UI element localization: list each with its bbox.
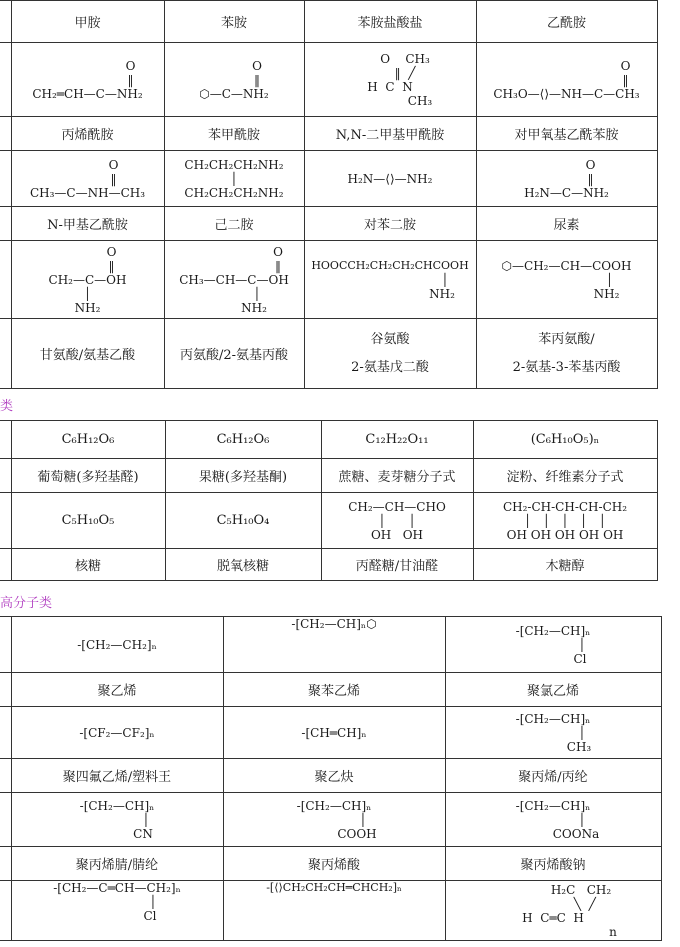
row-stub: [0, 759, 11, 793]
table-row: [0, 319, 657, 389]
formula-polymer-ring: -[⟨⟩CH₂CH₂CH═CHCH₂]ₙ: [223, 881, 445, 941]
cell-name: N,N-二甲基甲酰胺: [304, 117, 476, 151]
row-stub: [0, 549, 11, 581]
formula-polyacrylic-acid: -[CH₂—CH]ₙ │ COOH: [223, 793, 445, 847]
table-amines-amides: [0, 0, 658, 389]
cell-name: 聚丙烯/丙纶: [445, 759, 661, 793]
cell-name: 苯胺盐酸盐: [304, 1, 476, 43]
cell-name: 蔗糖、麦芽糖分子式: [321, 459, 473, 493]
cell-name: 果糖(多羟基酮): [165, 459, 321, 493]
row-stub: [0, 459, 11, 493]
formula-hexanediamine: CH₂CH₂CH₂NH₂ │ CH₂CH₂CH₂NH₂: [164, 151, 304, 207]
cell-name: 聚四氟乙烯/塑料王: [11, 759, 223, 793]
cell-name: 丙氨酸/2-氨基丙酸: [164, 319, 304, 389]
formula-phenylalanine: ⬡—CH₂—CH—COOH │ NH₂: [476, 241, 657, 319]
formula-polypropylene: -[CH₂—CH]ₙ │ CH₃: [445, 707, 661, 759]
cell-name: 丙烯酰胺: [11, 117, 164, 151]
section-title-polymers: 高分子类: [0, 596, 53, 611]
cell-name: 苯胺: [164, 1, 304, 43]
cell-name: 聚乙炔: [223, 759, 445, 793]
cell-name: 甘氨酸/氨基乙酸: [11, 319, 164, 389]
formula-polychloroprene: -[CH₂—C═CH—CH₂]ₙ │ Cl: [11, 881, 223, 941]
row-stub: [0, 43, 11, 117]
cell-name: 苯甲酰胺: [164, 117, 304, 151]
row-stub: [0, 319, 11, 389]
formula-urea: O ‖ H₂N—C—NH₂: [476, 151, 657, 207]
cell-name: 聚丙烯酸: [223, 847, 445, 881]
row-stub: [0, 421, 11, 459]
formula-pvc: -[CH₂—CH]ₙ │ Cl: [445, 617, 661, 673]
cell-name: 聚丙烯腈/腈纶: [11, 847, 223, 881]
table-row: [0, 241, 657, 319]
cell-name: 尿素: [476, 207, 657, 241]
table-row: [0, 1, 657, 43]
cell-name: 聚苯乙烯: [223, 673, 445, 707]
row-stub: [0, 241, 11, 319]
table-row: [0, 673, 661, 707]
table-row: [0, 459, 657, 493]
table-row: [0, 881, 661, 941]
row-stub: [0, 1, 11, 43]
row-stub: [0, 617, 11, 673]
row-stub: [0, 493, 11, 549]
formula-ptfe: -[CF₂—CF₂]ₙ: [11, 707, 223, 759]
formula-polystyrene: -[CH₂—CH]ₙ⬡: [223, 617, 445, 673]
table-row: [0, 793, 661, 847]
row-stub: [0, 207, 11, 241]
formula-polyacetylene: -[CH═CH]ₙ: [223, 707, 445, 759]
formula-methacetin: O ‖ CH₃O—⟨⟩—NH—C—CH₃: [476, 43, 657, 117]
formula-p-phenylenediamine: H₂N—⟨⟩—NH₂: [304, 151, 476, 207]
row-stub: [0, 117, 11, 151]
cell-formula: C₆H₁₂O₆: [11, 421, 165, 459]
row-stub: [0, 673, 11, 707]
formula-alanine: O ‖ CH₃—CH—C—OH │ NH₂: [164, 241, 304, 319]
cell-formula: (C₆H₁₀O₅)ₙ: [473, 421, 657, 459]
table-row: [0, 549, 657, 581]
formula-sodium-polyacrylate: -[CH₂—CH]ₙ │ COONa: [445, 793, 661, 847]
cell-name: 聚氯乙烯: [445, 673, 661, 707]
cell-name: 苯丙氨酸/ 2-氨基-3-苯基丙酸: [476, 319, 657, 389]
table-polymers: [0, 616, 662, 941]
cell-name: 对甲氧基乙酰苯胺: [476, 117, 657, 151]
cell-name: 对苯二胺: [304, 207, 476, 241]
cell-name: N-甲基乙酰胺: [11, 207, 164, 241]
cell-name: 乙酰胺: [476, 1, 657, 43]
cell-name: 谷氨酸 2-氨基戊二酸: [304, 319, 476, 389]
formula-benzamide: O ‖ ⬡—C—NH₂: [164, 43, 304, 117]
row-stub: [0, 793, 11, 847]
row-stub: [0, 151, 11, 207]
table-row: [0, 421, 657, 459]
cell-formula: C₅H₁₀O₄: [165, 493, 321, 549]
table-row: [0, 43, 657, 117]
cell-name: 聚乙烯: [11, 673, 223, 707]
benzene-ring-icon: ⬡: [501, 258, 513, 273]
table-row: [0, 847, 661, 881]
cell-formula: C₁₂H₂₂O₁₁: [321, 421, 473, 459]
cell-name: 丙醛糖/甘油醛: [321, 549, 473, 581]
section-title-sugars: 类: [0, 399, 14, 414]
cell-name: 木糖醇: [473, 549, 657, 581]
table-row: [0, 707, 661, 759]
formula-acrylamide: O ‖ CH₂═CH—C—NH₂: [11, 43, 164, 117]
formula-glyceraldehyde: CH₂—CH—CHO │ │ OH OH: [321, 493, 473, 549]
row-stub: [0, 707, 11, 759]
formula-glycine: O ‖ CH₂—C—OH │ NH₂: [11, 241, 164, 319]
table-row: [0, 617, 661, 673]
formula-dmf: O CH₃ ‖ ╱ H C N CH₃: [304, 43, 476, 117]
cell-name: 核糖: [11, 549, 165, 581]
cell-name: 聚丙烯酸钠: [445, 847, 661, 881]
table-row: [0, 493, 657, 549]
cell-name: 甲胺: [11, 1, 164, 43]
row-stub: [0, 847, 11, 881]
table-sugars: [0, 420, 658, 581]
table-row: [0, 207, 657, 241]
cell-name: 脱氧核糖: [165, 549, 321, 581]
cell-formula: C₆H₁₂O₆: [165, 421, 321, 459]
table-row: [0, 151, 657, 207]
formula-xylitol: CH₂-CH-CH-CH-CH₂ │ │ │ │ │ OH OH OH OH OH: [473, 493, 657, 549]
table-row: [0, 117, 657, 151]
cell-name: 己二胺: [164, 207, 304, 241]
row-stub: [0, 881, 11, 941]
cell-formula: C₅H₁₀O₅: [11, 493, 165, 549]
formula-polyacrylonitrile: -[CH₂—CH]ₙ │ CN: [11, 793, 223, 847]
formula-polyethylene: -[CH₂—CH₂]ₙ: [11, 617, 223, 673]
cell-name: 淀粉、纤维素分子式: [473, 459, 657, 493]
formula-glutamic-acid: HOOCCH₂CH₂CH₂CHCOOH │ NH₂: [304, 241, 476, 319]
cell-name: 葡萄糖(多羟基醛): [11, 459, 165, 493]
benzene-ring-icon: ⬡: [199, 86, 210, 101]
benzene-ring-icon: ⬡: [366, 617, 377, 631]
formula-cis-polyisoprene: H₂C CH₂ ╲ ╱ H C═C H n: [445, 881, 661, 941]
table-row: [0, 759, 661, 793]
formula-n-methylacetamide: O ‖ CH₃—C—NH—CH₃: [11, 151, 164, 207]
